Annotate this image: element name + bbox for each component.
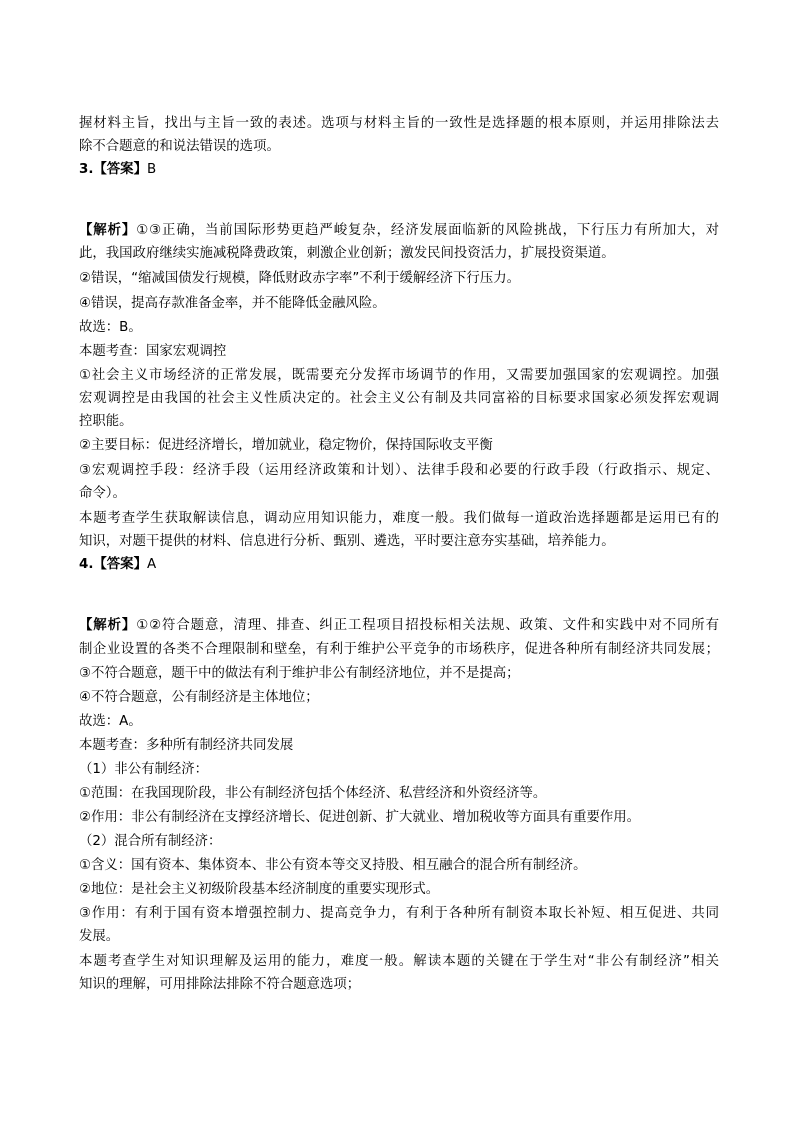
text-line: ④错误，提高存款准备金率，并不能降低金融风险。 bbox=[79, 296, 386, 311]
text-line: ③宏观调控手段：经济手段（运用经济政策和计划）、法律手段和必要的行政手段（行政指示、规定、 bbox=[79, 463, 719, 478]
text-line: ③不符合题意，题干中的做法有利于维护非公有制经济地位，并不是提高； bbox=[79, 666, 520, 681]
text-line: 本题考查学生获取解读信息，调动应用知识能力，难度一般。我们做每一道政治选择题都是运用已有的 bbox=[79, 511, 719, 526]
text-line: 知识，对题干提供的材料、信息进行分析、甄别、遴选，平时要注意夯实基础，培养能力。 bbox=[79, 534, 615, 549]
text-line: ④不符合题意，公有制经济是主体地位； bbox=[79, 690, 319, 705]
text-line: 本题考查：多种所有制经济共同发展 bbox=[79, 738, 294, 753]
text-line: （1）非公有制经济： bbox=[79, 762, 209, 777]
text-line: 宏观调控是由我国的社会主义性质决定的。社会主义公有制及共同富裕的目标要求国家必须发挥宏观调 bbox=[79, 391, 719, 406]
section-marker: 4.【答案】 bbox=[79, 557, 147, 572]
section-marker: 3.【答案】 bbox=[79, 162, 147, 177]
section-marker: 【解析】 bbox=[79, 618, 137, 633]
text-line: 控职能。 bbox=[79, 414, 133, 429]
text-line: 故选：B。 bbox=[79, 320, 142, 335]
text-line: 制企业设置的各类不合理限制和壁垒，有利于维护公平竞争的市场秩序，促进各种所有制经济共同发展； bbox=[79, 642, 719, 657]
text-line: 握材料主旨，找出与主旨一致的表述。选项与材料主旨的一致性是选择题的根本原则，并运用排除法去 bbox=[79, 116, 719, 131]
analysis-line-3: 【解析】①③正确，当前国际形势更趋严峻复杂，经济发展面临新的风险挑战，下行压力有所加大，对 bbox=[79, 223, 719, 238]
text-line: ②错误，“缩减国债发行规模，降低财政赤字率”不利于缓解经济下行压力。 bbox=[79, 271, 520, 286]
text-line: ①社会主义市场经济的正常发展，既需要充分发挥市场调节的作用，又需要加强国家的宏观调控。加强 bbox=[79, 368, 719, 383]
text-line: 此，我国政府继续实施减税降费政策，刺激企业创新；激发民间投资活力，扩展投资渠道。 bbox=[79, 246, 615, 261]
text-line: ③作用：有利于国有资本增强控制力、提高竞争力，有利于各种所有制资本取长补短、相互促进、共同 bbox=[79, 906, 719, 921]
answer-heading-4: 4.【答案】A bbox=[79, 557, 157, 572]
answer-heading-3: 3.【答案】B bbox=[79, 162, 157, 177]
text-line: ②主要目标：促进经济增长，增加就业，稳定物价，保持国际收支平衡 bbox=[79, 438, 493, 453]
text-line: 知识的理解，可用排除法排除不符合题意选项； bbox=[79, 977, 361, 992]
text-line: 本题考查：国家宏观调控 bbox=[79, 344, 227, 359]
text-line: （2）混合所有制经济： bbox=[79, 834, 222, 849]
text-line: ①范围：在我国现阶段，非公有制经济包括个体经济、私营经济和外资经济等。 bbox=[79, 786, 547, 801]
text-line: 发展。 bbox=[79, 929, 120, 944]
text-line: 命令）。 bbox=[79, 486, 126, 501]
text-line: 本题考查学生对知识理解及运用的能力，难度一般。解读本题的关键在于学生对“非公有制经济”相关 bbox=[79, 954, 719, 969]
section-marker: 【解析】 bbox=[79, 223, 137, 238]
text-line: ②作用：非公有制经济在支撑经济增长、促进创新、扩大就业、增加税收等方面具有重要作用。 bbox=[79, 810, 641, 825]
text-line: 除不合题意的和说法错误的选项。 bbox=[79, 139, 280, 154]
text-line: 故选：A。 bbox=[79, 714, 142, 729]
analysis-line-4: 【解析】①②符合题意，清理、排查、纠正工程项目招投标相关法规、政策、文件和实践中对不同所有 bbox=[79, 618, 719, 633]
text-line: ①含义：国有资本、集体资本、非公有资本等交叉持股、相互融合的混合所有制经济。 bbox=[79, 858, 587, 873]
text-line: ②地位：是社会主义初级阶段基本经济制度的重要实现形式。 bbox=[79, 882, 440, 897]
